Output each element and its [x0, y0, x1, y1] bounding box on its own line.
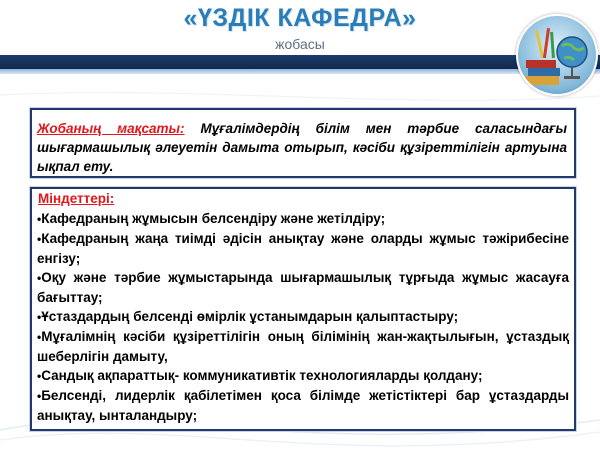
header-band-highlight	[0, 69, 600, 74]
header-band	[0, 55, 600, 69]
task-text: Мұғалімнің кәсіби құзіреттілігін оның білімінің жан-жақтылығын, ұстаздық шеберлігін дамыту,	[37, 329, 569, 364]
bullet-icon: •	[37, 212, 42, 226]
page-subtitle: жобасы	[275, 36, 325, 52]
tasks-box	[30, 187, 576, 431]
task-text: Кафедраның жұмысын белсендіру және жетілдіру;	[41, 211, 386, 226]
task-text: Оқу және тәрбие жұмыстарында шығармашылық тұрғыда жұмыс жасауға бағыттау;	[37, 270, 569, 305]
bullet-icon: •	[37, 271, 42, 285]
task-text: Сандық ақпараттық- коммуникативтік технологияларды қолдану;	[41, 368, 483, 383]
task-text: Ұстаздардың белсенді өмірлік ұстанымдарын қалыптастыру;	[41, 309, 459, 324]
list-item	[37, 386, 569, 425]
bullet-icon: •	[37, 389, 42, 403]
list-item	[37, 366, 569, 386]
bullet-icon: •	[37, 369, 42, 383]
bullet-icon: •	[37, 330, 42, 344]
page-title: «ҮЗДІК КАФЕДРА»	[183, 4, 417, 32]
school-supplies-globe-icon	[516, 14, 598, 96]
list-item	[37, 209, 569, 229]
list-item	[37, 307, 569, 327]
tasks-list	[37, 209, 569, 425]
task-text: Белсенді, лидерлік қабілетімен қоса білімде жетістіктері бар ұстаздарды анықтау, ынталандыру;	[37, 388, 569, 423]
list-item	[37, 268, 569, 307]
task-text: Кафедраның жаңа тиімді әдісін анықтау және оларды жұмыс тәжірибесіне енгізу;	[37, 231, 569, 266]
bullet-icon: •	[37, 232, 42, 246]
goal-text: Мұғалімдердің білім мен тәрбие саласындағы шығармашылық әлеуетін дамыта отырып, кәсіби құзіреттілігін артуына ықпал ету.	[37, 121, 567, 174]
goal-paragraph	[37, 119, 567, 176]
goal-label: Жобаның мақсаты:	[37, 121, 185, 136]
bullet-icon: •	[37, 310, 42, 324]
list-item	[37, 327, 569, 366]
tasks-title: Міндеттері:	[38, 191, 115, 206]
list-item	[37, 229, 569, 268]
goal-box	[30, 108, 576, 178]
